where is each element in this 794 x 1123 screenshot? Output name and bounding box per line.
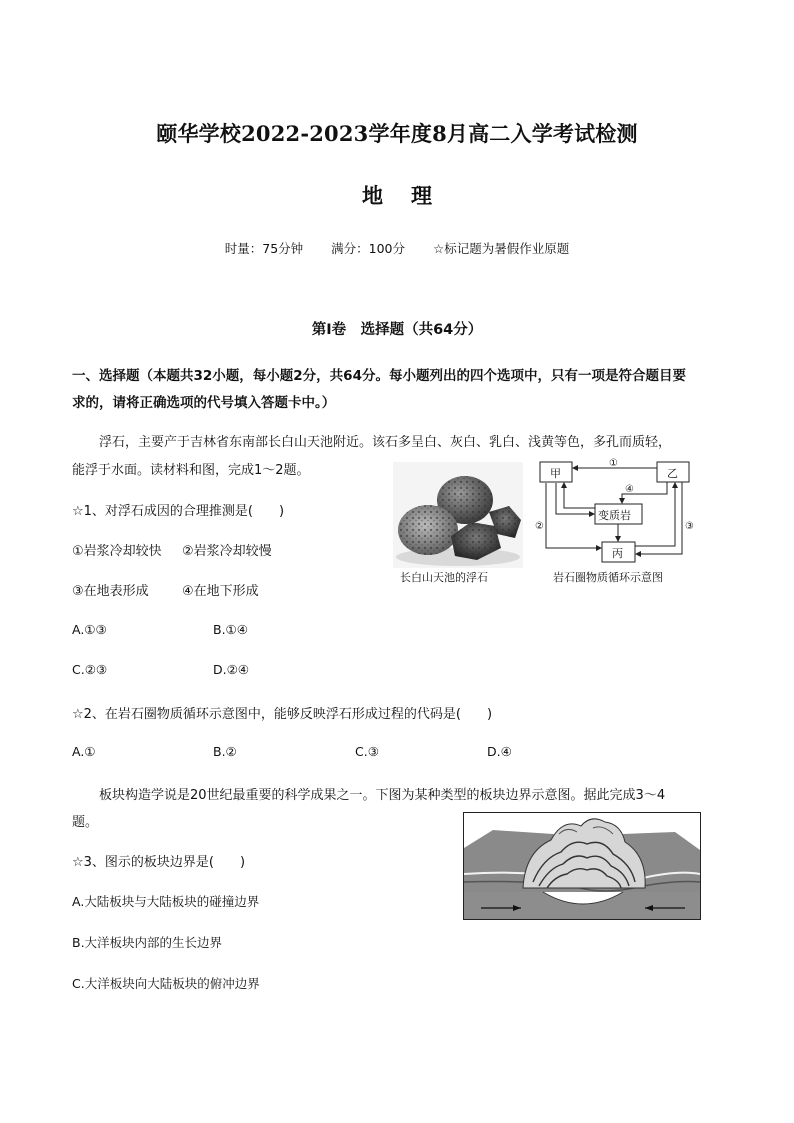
q1-statement-2: ②岩浆冷却较慢 [182, 544, 272, 559]
q3-option-b: B.大洋板块内部的生长边界 [72, 935, 223, 950]
section-title: 第Ⅰ卷 选择题（共64分） [311, 322, 483, 338]
subject-title: 地理 [362, 183, 460, 208]
q1-option-b: B.①④ [213, 622, 248, 637]
section-intro-line1: 一、选择题（本题共32小题，每小题2分，共64分。每小题列出的四个选项中，只有一项是符合题目要 [72, 368, 686, 384]
q3-stem: ☆3、图示的板块边界是( ) [72, 855, 246, 870]
exam-title: 颐华学校2022-2023学年度8月高二入学考试检测 [156, 121, 638, 146]
q2-stem: ☆2、在岩石圈物质循环示意图中，能够反映浮石形成过程的代码是( ) [72, 707, 493, 722]
passage2-line2: 题。 [72, 815, 99, 830]
passage1-line1: 浮石，主要产于吉林省东南部长白山天池附近。该石多呈白、灰白、乳白、浅黄等色，多孔而质轻， [99, 435, 672, 450]
q2-option-c: C.③ [355, 744, 379, 759]
q1-option-c: C.②③ [72, 662, 108, 677]
rock-cycle-diagram [532, 456, 702, 566]
node-bing-label: 丙 [612, 547, 623, 560]
exam-duration: 时量：75分钟 [224, 241, 304, 256]
q2-option-b: B.② [213, 744, 237, 759]
pumice-photo [393, 462, 523, 568]
arrow-label-2: ② [535, 521, 544, 532]
arrow-label-1: ① [609, 458, 618, 469]
q2-option-a: A.① [72, 744, 96, 759]
q1-option-d: D.②④ [213, 662, 250, 677]
rock-cycle-caption: 岩石圈物质循环示意图 [553, 571, 663, 584]
q3-option-a: A.大陆板块与大陆板块的碰撞边界 [72, 894, 260, 909]
q3-option-c: C.大洋板块向大陆板块的俯冲边界 [72, 976, 260, 991]
node-jia-label: 甲 [550, 467, 561, 480]
q1-stem: ☆1、对浮石成因的合理推测是( ) [72, 504, 285, 519]
plate-boundary-diagram [463, 812, 701, 920]
pumice-photo-caption: 长白山天池的浮石 [400, 571, 488, 584]
node-yi-label: 乙 [667, 467, 678, 480]
arrow-label-4: ④ [625, 484, 634, 495]
q1-statement-4: ④在地下形成 [182, 584, 259, 599]
passage2-line1: 板块构造学说是20世纪最重要的科学成果之一。下图为某种类型的板块边界示意图。据此完成3～4 [99, 788, 666, 803]
exam-star-note: ☆标记题为暑假作业原题 [433, 241, 570, 256]
q2-option-d: D.④ [487, 744, 512, 759]
passage1-line2: 能浮于水面。读材料和图，完成1～2题。 [72, 463, 310, 478]
arrow-label-3: ③ [685, 521, 694, 532]
q1-option-a: A.①③ [72, 622, 107, 637]
exam-full-score: 满分：100分 [331, 241, 406, 256]
exam-info [0, 239, 794, 257]
section-intro-line2: 求的，请将正确选项的代号填入答题卡中。） [72, 395, 336, 411]
q1-statement-1: ①岩浆冷却较快 [72, 544, 162, 559]
q1-statement-3: ③在地表形成 [72, 584, 149, 599]
node-metamorphic-label: 变质岩 [598, 509, 631, 522]
